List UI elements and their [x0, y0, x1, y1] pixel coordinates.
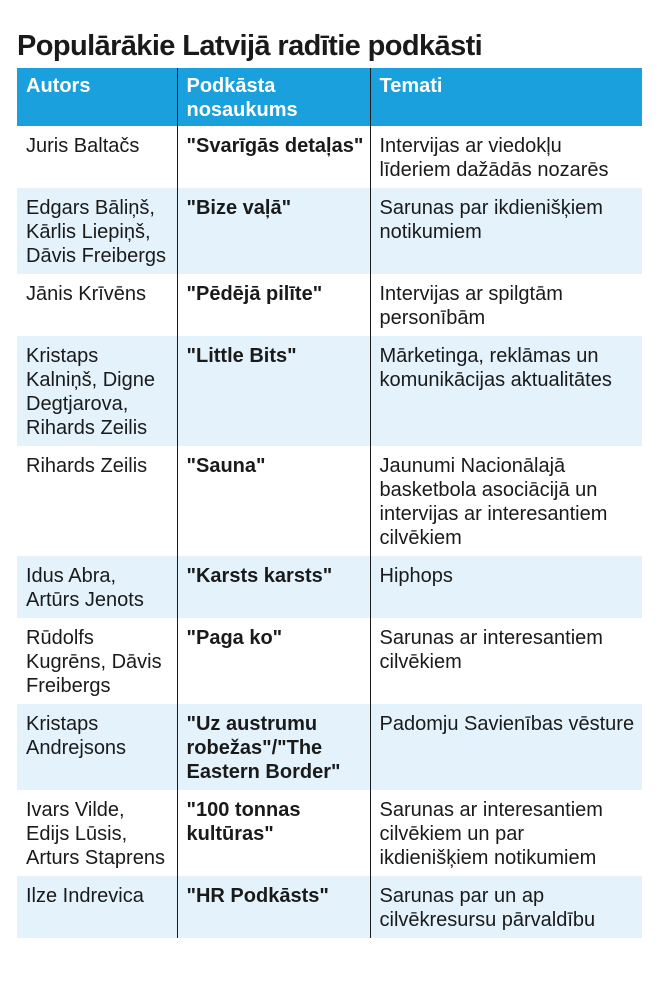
- podcast-name-cell: "Uz austrumu robežas"/"The Eastern Border": [177, 704, 370, 790]
- table-row: [17, 704, 642, 790]
- podcast-name-cell: "Bize vaļā": [177, 188, 370, 274]
- header-topics: Temati: [370, 68, 642, 126]
- topics-cell: Padomju Savienības vēsture: [370, 704, 642, 790]
- header-podcast-name: Podkāsta nosaukums: [177, 68, 370, 126]
- topics-cell: Sarunas par un ap cilvēkresursu pārvaldību: [370, 876, 642, 938]
- table-row: [17, 188, 642, 274]
- podcast-name-cell: "Little Bits": [177, 336, 370, 446]
- podcast-name-cell: "Svarīgās detaļas": [177, 126, 370, 188]
- table-row: [17, 336, 642, 446]
- table-row: [17, 126, 642, 188]
- author-cell: Kristaps Andrejsons: [17, 704, 177, 790]
- topics-cell: Sarunas ar interesantiem cilvēkiem: [370, 618, 642, 704]
- topics-cell: Sarunas ar interesantiem cilvēkiem un par ikdienišķiem notikumiem: [370, 790, 642, 876]
- author-cell: Kristaps Kalniņš, Digne Degtjarova, Rihards Zeilis: [17, 336, 177, 446]
- author-cell: Edgars Bāliņš, Kārlis Liepiņš, Dāvis Freibergs: [17, 188, 177, 274]
- author-cell: Ilze Indrevica: [17, 876, 177, 938]
- author-cell: Rūdolfs Kugrēns, Dāvis Freibergs: [26, 627, 162, 697]
- table-header-row: [17, 68, 642, 126]
- author-cell: Rihards Zeilis: [26, 455, 148, 477]
- topics-cell: Jaunumi Nacionālajā basketbola asociācijā un intervijas ar interesantiem cilvēkiem: [370, 446, 642, 556]
- table-row: [17, 556, 642, 618]
- podcast-name-cell: "Karsts karsts": [177, 556, 370, 618]
- table-row: [17, 876, 642, 938]
- podcast-name-cell: "Sauna": [177, 446, 370, 556]
- podcast-name-cell: "100 tonnas kultūras": [177, 790, 370, 876]
- author-cell: Ivars Vilde, Edijs Lūsis, Arturs Staprens: [26, 799, 165, 869]
- author-cell: Jānis Krīvēns: [26, 283, 147, 305]
- table-row: [17, 790, 642, 876]
- table-row: [17, 446, 642, 556]
- table-row: [17, 618, 642, 704]
- topics-cell: Mārketinga, reklāmas un komunikācijas aktualitātes: [370, 336, 642, 446]
- topics-cell: Hiphops: [370, 556, 642, 618]
- table-row: [17, 274, 642, 336]
- page-title: Populārākie Latvijā radītie podkāsti: [17, 30, 483, 62]
- topics-cell: Intervijas ar spilgtām personībām: [370, 274, 642, 336]
- topics-cell: Intervijas ar viedokļu līderiem dažādās nozarēs: [370, 126, 642, 188]
- podcast-name-cell: "Pēdējā pilīte": [177, 274, 370, 336]
- author-cell: Idus Abra, Artūrs Jenots: [17, 556, 177, 618]
- topics-cell: Sarunas par ikdienišķiem notikumiem: [370, 188, 642, 274]
- podcast-name-cell: "Paga ko": [177, 618, 370, 704]
- podcast-table: [17, 68, 642, 938]
- podcast-name-cell: "HR Podkāsts": [177, 876, 370, 938]
- author-cell: Juris Baltačs: [26, 135, 140, 157]
- header-author: Autors: [17, 68, 177, 126]
